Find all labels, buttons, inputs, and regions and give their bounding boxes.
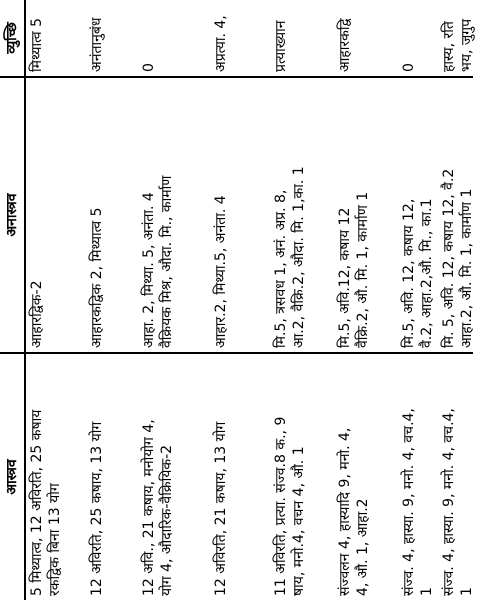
cell-line: 12 अविरति, 21 कषाय, 13 योग	[213, 421, 229, 596]
column-divider	[0, 76, 473, 78]
cell-line: मि. 5, अवि. 12, कषाय 12, वै.2	[441, 168, 457, 348]
asrav-cell	[88, 356, 134, 596]
anasrav-cell	[336, 80, 394, 348]
vyuchhitti-cell	[212, 2, 266, 72]
cell-line: 12 अविरति, 25 कषाय, 13 योग	[89, 421, 105, 596]
cell-line: 4, औ. 1, आहा.2	[355, 498, 371, 596]
asrav-cell	[28, 356, 72, 596]
cell-line: वैक्रि.2, औ. मि. 1, कार्माण 1	[355, 191, 371, 348]
cell-line: आहारद्विक-2	[29, 280, 45, 348]
vyuchhitti-cell	[272, 2, 330, 72]
anasrav-column	[0, 78, 473, 352]
cell-line: संज्व. 4, हास्या. 9, मनो. 4, वच.4,	[441, 408, 457, 596]
asrav-cell	[440, 356, 480, 596]
vyuchhitti-header: व्युच्छि	[0, 0, 26, 76]
cell-line: अनंतानुबंध	[89, 17, 105, 72]
cell-line: अप्रत्या. 4,	[213, 15, 229, 72]
anasrav-cell	[440, 80, 480, 348]
asrav-column	[0, 354, 473, 600]
asrav-cell	[140, 356, 206, 596]
vyuchhitti-cell	[440, 2, 480, 72]
vyuchhitti-cell	[88, 2, 134, 72]
cell-line: आहार.2, मिथ्या.5, अनंता. 4	[213, 195, 229, 348]
vyuchhitti-column	[0, 0, 473, 76]
cell-line: 5 मिथ्यात्व, 12 अविरति, 25 कषाय	[29, 409, 45, 596]
asrav-cell	[212, 356, 266, 596]
cell-line: आहारकद्वि	[337, 18, 353, 72]
cell-line: वैक्रियक मिश्र, औदा. मि., कार्माण	[159, 175, 175, 348]
cell-line: योग 4, औदारिक-वैक्रियिक-2	[159, 444, 175, 596]
cell-line: आहारकद्विक 2, मिथ्यात्व 5	[89, 207, 105, 348]
asrav-cell	[272, 356, 330, 596]
vyuchhitti-cell	[336, 2, 394, 72]
cell-line: 11 अविरति, प्रत्या. संज्व.8 क., 9	[273, 416, 289, 596]
cell-line: रकद्विक बिना 13 योग	[47, 483, 63, 596]
cell-line: मिथ्यात्व 5	[29, 18, 45, 72]
anasrav-cell	[212, 80, 266, 348]
asrav-cell	[336, 356, 394, 596]
anasrav-header: अनास्त्रव	[0, 78, 26, 352]
anasrav-cell	[88, 80, 134, 348]
cell-line: 1	[419, 587, 435, 596]
cell-line: 0	[141, 63, 157, 72]
asrav-header: आस्त्रव	[0, 354, 26, 600]
vyuchhitti-cell	[400, 2, 440, 72]
cell-line: प्रत्याख्यान	[273, 20, 289, 72]
cell-line: आहा.2, औ. मि. 1, कार्माण 1	[459, 188, 475, 348]
vyuchhitti-cell	[28, 2, 72, 72]
anasrav-cell	[140, 80, 206, 348]
cell-line: 0	[401, 63, 417, 72]
cell-line: आहा. 2, मिथ्या. 5, अनंता. 4	[141, 192, 157, 348]
asrav-cell	[400, 356, 440, 596]
cell-line: मि.5, अवि.12, कषाय 12	[337, 207, 353, 348]
cell-line: संज्व. 4, हास्या. 9, मनो. 4, वच.4,	[401, 408, 417, 596]
cell-line: 1	[459, 587, 475, 596]
cell-line: हास्य, रति	[441, 21, 457, 72]
column-divider	[0, 352, 473, 354]
cell-line: षाय, मनो.4, वचन 4, औ. 1	[291, 446, 307, 596]
cell-line: भय, जुगुप	[459, 18, 475, 72]
cell-line: वै.2, आहा.2,औ. मि., का.1	[419, 198, 435, 348]
cell-line: संज्वलन 4, हास्यादि 9, मनो. 4,	[337, 427, 353, 596]
anasrav-cell	[272, 80, 330, 348]
cell-line: मि.5, अवि. 12, कषाय 12,	[401, 198, 417, 348]
cell-line: मि.5, त्रसवध 1, अनं. अप्र. 8,	[273, 189, 289, 348]
anasrav-cell	[400, 80, 440, 348]
cell-line: आ.2, वैक्रि.2, औदा. मि. 1,का. 1	[291, 166, 307, 348]
vyuchhitti-cell	[140, 2, 206, 72]
cell-line: 12 अवि., 21 कषाय, मनोयोग 4,	[141, 419, 157, 596]
anasrav-cell	[28, 80, 72, 348]
